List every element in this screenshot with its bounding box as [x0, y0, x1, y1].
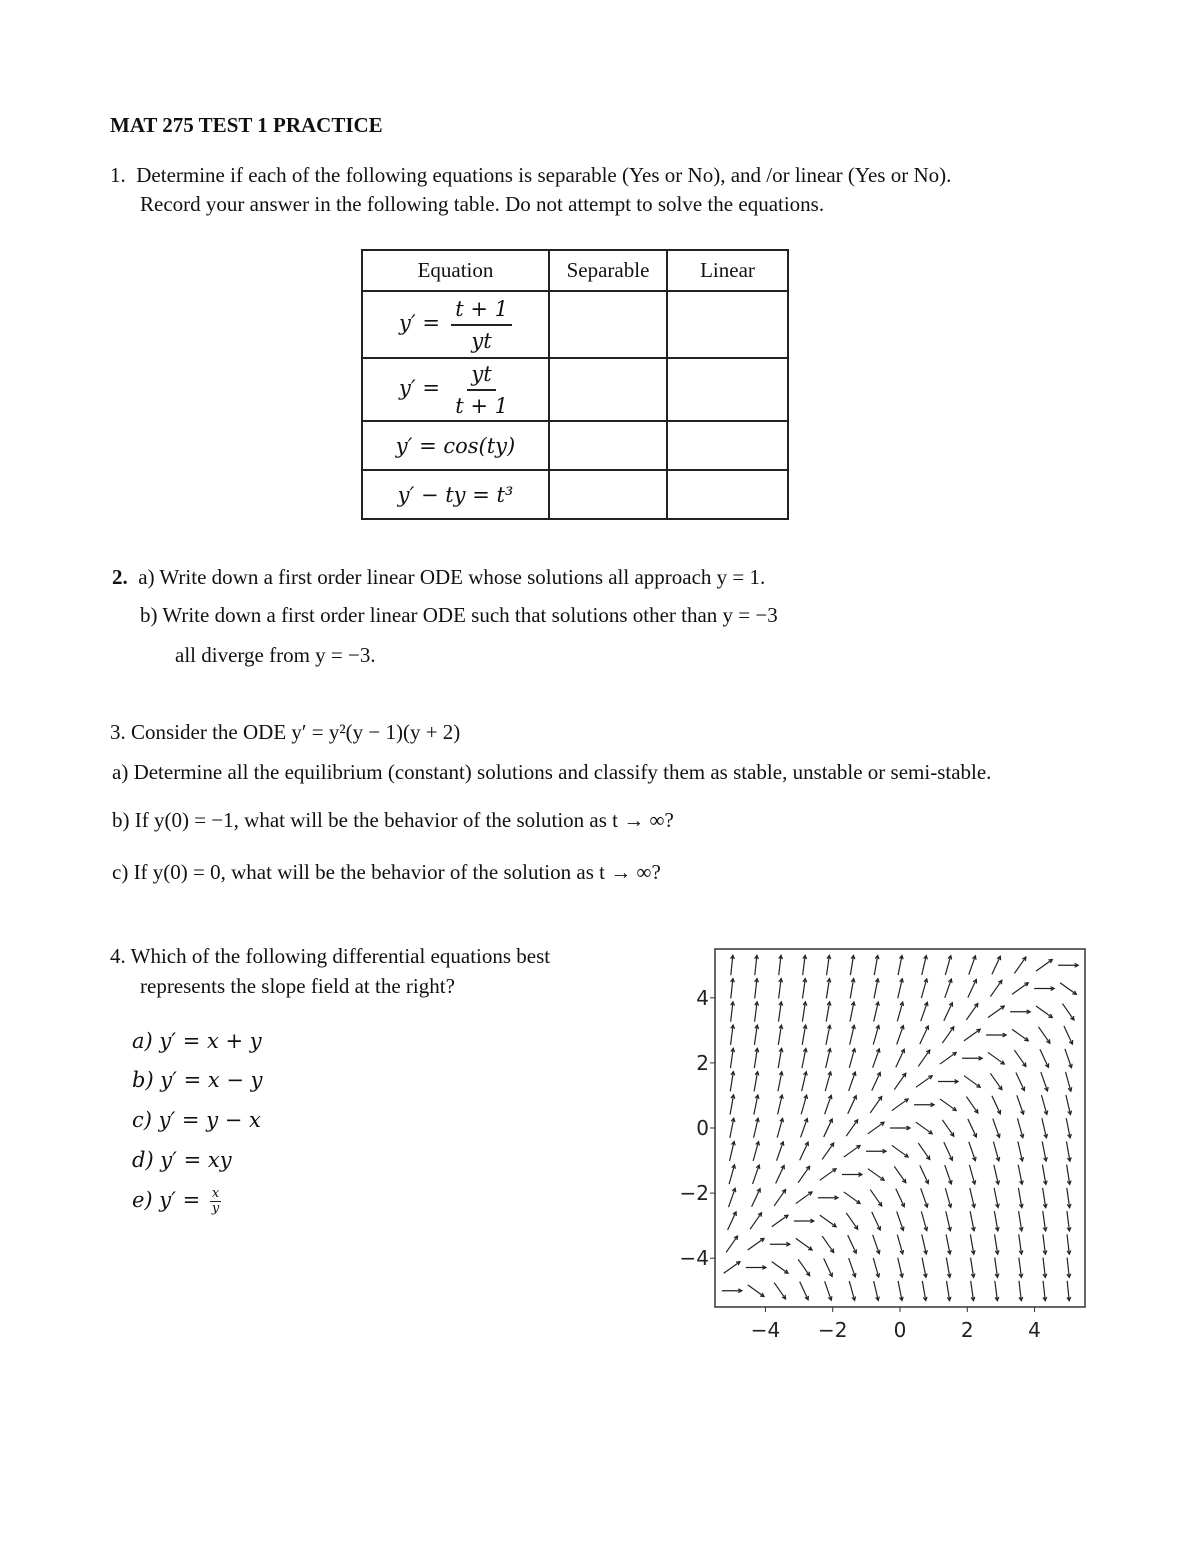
slope-arrow [846, 1213, 857, 1229]
slope-arrow [872, 1212, 881, 1230]
slope-arrow [777, 1142, 784, 1161]
slope-arrow [898, 1258, 904, 1277]
slope-arrow [778, 1095, 784, 1114]
slope-arrow [796, 1238, 812, 1250]
slope-arrow [994, 1165, 1000, 1184]
slope-arrow [1066, 1095, 1072, 1114]
slope-arrow [969, 1165, 975, 1184]
slope-arrow [726, 1236, 737, 1252]
slope-arrow [897, 1026, 904, 1045]
linear-answer-cell[interactable] [667, 421, 788, 470]
linear-answer-cell[interactable] [667, 470, 788, 519]
separable-answer-cell[interactable] [549, 291, 667, 358]
fraction-denominator: t + 1 [455, 393, 508, 418]
slope-arrow [894, 1166, 905, 1182]
slope-arrow [848, 1096, 857, 1114]
slope-arrow [968, 1119, 977, 1137]
slope-arrow [1065, 1049, 1072, 1068]
slope-arrow [938, 1080, 958, 1084]
slope-arrow [1041, 1095, 1047, 1114]
slope-arrow [873, 1049, 880, 1068]
equation-cell [362, 358, 549, 421]
slope-arrow [922, 956, 928, 975]
slope-arrow [1034, 987, 1054, 991]
slope-arrow [921, 979, 927, 998]
q4-prompt-line1: 4. Which of the following differential equations best [110, 944, 551, 968]
slope-arrow [754, 1072, 759, 1092]
slope-arrow [1058, 963, 1078, 967]
slope-arrow [945, 1188, 951, 1207]
slope-arrow [1042, 1165, 1047, 1185]
y-tick-label: −4 [679, 1246, 709, 1271]
slope-arrow [770, 1242, 790, 1246]
slope-arrow [849, 1049, 855, 1068]
slope-arrow [774, 1190, 785, 1206]
y-tick-label: −2 [679, 1181, 709, 1206]
slope-arrow [897, 1002, 903, 1021]
slope-arrow [945, 1165, 952, 1184]
slope-arrow [730, 1072, 734, 1092]
slope-arrow [822, 1143, 833, 1159]
slope-arrow [994, 1211, 999, 1231]
slope-arrow [969, 1142, 976, 1161]
slope-arrow [846, 1120, 857, 1136]
slope-arrow [850, 1002, 855, 1022]
choice-e-fraction [210, 1187, 221, 1216]
slope-arrow [892, 1145, 908, 1157]
slope-arrow [1019, 1281, 1023, 1301]
equation-cell [362, 291, 549, 358]
slope-arrow [772, 1262, 788, 1274]
slope-arrow [894, 1073, 905, 1089]
slope-arrow [730, 1095, 735, 1115]
slope-arrow [731, 955, 735, 975]
slope-arrow [722, 1289, 742, 1293]
q2-part-a [112, 565, 765, 590]
slope-arrow [1010, 1010, 1030, 1014]
slope-arrow [779, 955, 783, 975]
slope-arrow [848, 1235, 857, 1253]
equation-fraction [451, 361, 512, 419]
choice-c: c) y′ = y − x [132, 1108, 261, 1132]
table-row [362, 358, 788, 421]
slope-arrow [874, 979, 879, 999]
slope-arrow [947, 1281, 951, 1301]
choice-e-denominator: y [211, 1201, 220, 1216]
header-equation: Equation [362, 250, 549, 291]
slope-arrow [942, 1120, 953, 1136]
slope-arrow [731, 979, 735, 999]
slope-arrow [870, 1190, 881, 1206]
slope-arrow [1067, 1165, 1071, 1185]
slope-arrow [844, 1145, 860, 1157]
slope-arrow [754, 1095, 759, 1115]
slope-arrow [968, 979, 977, 997]
slope-arrow [897, 1235, 903, 1254]
slope-arrow [916, 1122, 932, 1134]
slope-arrow [800, 1282, 809, 1300]
choice-d: d) y′ = xy [132, 1148, 232, 1172]
fraction-numerator: yt [467, 361, 495, 391]
slope-arrow [988, 1052, 1004, 1064]
slope-arrow [946, 1258, 951, 1278]
slope-arrow [1036, 959, 1052, 971]
slope-arrows [722, 955, 1078, 1300]
slope-arrow [746, 1266, 766, 1270]
slope-arrow [918, 1050, 929, 1066]
slope-arrow [754, 1118, 760, 1137]
slope-arrow [898, 979, 904, 998]
slope-arrow [824, 1258, 833, 1276]
slope-arrow [970, 1234, 975, 1254]
slope-arrow [921, 1188, 928, 1207]
slope-arrow [822, 1236, 833, 1252]
equation-cell: y′ − ty = t³ [362, 470, 549, 519]
slope-arrow [897, 1212, 904, 1231]
slope-arrow [969, 956, 976, 975]
slope-arrow [844, 1192, 860, 1204]
slope-arrow [849, 1258, 856, 1277]
slope-arrow [731, 1002, 735, 1022]
slope-arrow [986, 1033, 1006, 1037]
q2-number: 2. [112, 565, 128, 589]
classification-table [361, 249, 789, 520]
slope-arrow [892, 1099, 908, 1111]
slope-arrow [898, 1281, 903, 1301]
slope-arrow [993, 1119, 1000, 1138]
slope-arrow [990, 980, 1001, 996]
slope-arrow [825, 1095, 832, 1114]
q4-prompt-line2: represents the slope field at the right? [140, 974, 455, 998]
slope-arrow [1016, 1072, 1025, 1090]
slope-arrow [798, 1166, 809, 1182]
slope-arrow [801, 1119, 808, 1138]
equation-cell: y′ = cos(ty) [362, 421, 549, 470]
slope-arrow [1019, 1258, 1023, 1278]
slope-arrow [774, 1283, 785, 1299]
slope-arrow [988, 1006, 1004, 1018]
slope-arrow [995, 1234, 999, 1254]
slope-arrow [777, 1118, 783, 1137]
slope-arrow [755, 955, 759, 975]
slope-arrow [730, 1142, 736, 1161]
slope-arrow [964, 1029, 980, 1041]
slope-arrow [778, 1002, 782, 1022]
slope-arrow [870, 1097, 881, 1113]
q2-part-b: b) Write down a first order linear ODE such that solutions other than y = −3 [140, 603, 778, 627]
slope-arrow [748, 1238, 764, 1250]
slope-arrow [826, 1002, 831, 1022]
slope-arrow [820, 1215, 836, 1227]
q3-part-a: a) Determine all the equilibrium (constant) solutions and classify them as stable, unstable or semi-stable. [112, 760, 992, 784]
slope-arrow [916, 1076, 932, 1088]
x-tick-label: 0 [893, 1318, 907, 1342]
q1-prompt-line1 [110, 163, 951, 188]
slope-arrow [940, 1052, 956, 1064]
slope-arrow [728, 1212, 737, 1230]
slope-arrow [1040, 1049, 1049, 1067]
slope-arrow [922, 1234, 928, 1253]
fraction-numerator: t + 1 [451, 296, 512, 326]
slope-arrow [1067, 1188, 1071, 1208]
slope-arrow [890, 1126, 910, 1130]
slope-arrow [1067, 1211, 1071, 1231]
y-tick-label: 4 [696, 985, 709, 1010]
slope-arrow [730, 1118, 735, 1138]
slope-arrow [921, 1002, 928, 1021]
slope-arrow [868, 1169, 884, 1181]
y-tick-label: 0 [696, 1116, 709, 1140]
slope-arrow [1014, 957, 1025, 973]
slope-arrow [750, 1213, 761, 1229]
slope-arrow [753, 1165, 760, 1184]
x-tick-label: 2 [960, 1318, 974, 1342]
slope-arrow [776, 1165, 785, 1183]
slope-arrow [1018, 1142, 1024, 1161]
x-tick-label: 4 [1028, 1318, 1041, 1342]
slope-arrow [803, 955, 807, 975]
separable-answer-cell[interactable] [549, 358, 667, 421]
slope-arrow [868, 1122, 884, 1134]
slope-arrow [850, 979, 855, 999]
slope-arrow [1043, 1281, 1047, 1301]
slope-arrow [970, 1211, 975, 1231]
slope-arrow [753, 1142, 759, 1161]
table-row [362, 421, 788, 470]
choice-e-numerator: x [211, 1186, 220, 1201]
q2-part-b-continued: all diverge from y = −3. [175, 643, 376, 667]
slope-arrow [994, 1188, 999, 1208]
slope-arrow [1017, 1118, 1023, 1137]
separable-answer-cell[interactable] [549, 421, 667, 470]
slope-arrow [1067, 1258, 1071, 1278]
slope-arrow [752, 1189, 761, 1207]
slope-arrow [1060, 983, 1076, 995]
slope-arrow [849, 1072, 856, 1091]
slope-arrow [966, 1097, 977, 1113]
slope-arrow [731, 1025, 735, 1045]
slope-arrow [898, 955, 903, 975]
slope-arrow [874, 1002, 880, 1021]
slope-arrow [730, 1048, 734, 1068]
slope-arrow [1067, 1281, 1071, 1301]
slope-arrow [944, 1003, 953, 1021]
y-tick-label: 2 [696, 1050, 709, 1075]
slope-arrow [971, 1258, 975, 1278]
slope-arrow [918, 1143, 929, 1159]
slope-arrow [940, 1099, 956, 1111]
choice-a: a) y′ = x + y [132, 1029, 262, 1053]
slope-arrow [1065, 1072, 1071, 1091]
slope-arrow [825, 1072, 831, 1091]
header-linear: Linear [667, 250, 788, 291]
q1-text: Determine if each of the following equations is separable (Yes or No), and /or linear (Yes or No). [136, 163, 952, 187]
header-separable: Separable [549, 250, 667, 291]
slope-arrow [1043, 1211, 1047, 1231]
slope-arrow [794, 1219, 814, 1223]
slope-arrow [945, 979, 952, 998]
slope-arrow [798, 1259, 809, 1275]
slope-arrow [946, 1211, 952, 1230]
slope-arrow [1038, 1027, 1049, 1043]
slope-arrow [966, 1004, 977, 1020]
slope-arrow [849, 1281, 855, 1300]
q1-prompt-line2: Record your answer in the following table. Do not attempt to solve the equations. [140, 192, 825, 216]
table-header-row [362, 250, 788, 291]
slope-arrow [993, 1142, 999, 1161]
slope-arrow [724, 1262, 740, 1274]
slope-arrow [1014, 1050, 1025, 1066]
slope-arrow [1042, 1118, 1048, 1137]
slope-arrow [1036, 1006, 1052, 1018]
slope-arrow [872, 1072, 881, 1090]
slope-arrow [820, 1169, 836, 1181]
slope-arrow [818, 1196, 838, 1200]
q3-part-c: c) If y(0) = 0, what will be the behavior of the solution as t → ∞? [112, 860, 661, 884]
slope-arrow [754, 1025, 758, 1045]
slope-arrow [896, 1189, 905, 1207]
slope-arrow [1017, 1095, 1024, 1114]
slope-field-chart [660, 940, 1100, 1350]
slope-arrow [914, 1103, 934, 1107]
y-axis-ticks [680, 986, 715, 1270]
equation-fraction [451, 296, 512, 354]
slope-arrow [920, 1026, 929, 1044]
x-axis-ticks [751, 1307, 1041, 1342]
q2-a-text: a) Write down a first order linear ODE whose solutions all approach y = 1. [138, 565, 766, 589]
slope-arrow [995, 1281, 999, 1301]
slope-arrow [962, 1056, 982, 1060]
page-title: MAT 275 TEST 1 PRACTICE [110, 113, 383, 137]
x-tick-label: −4 [750, 1318, 781, 1342]
slope-arrow [896, 1049, 905, 1067]
slope-arrow [1019, 1211, 1023, 1231]
slope-arrow [971, 1281, 975, 1301]
slope-arrow [873, 1235, 880, 1254]
slope-arrow [796, 1192, 812, 1204]
slope-arrow [778, 1072, 783, 1092]
slope-arrow [802, 1025, 807, 1045]
slope-arrow [802, 1072, 808, 1091]
slope-arrow [1067, 1234, 1071, 1254]
slope-arrow [826, 979, 830, 999]
slope-arrow [964, 1076, 980, 1088]
slope-arrow [992, 1096, 1001, 1114]
slope-arrow [754, 1048, 758, 1068]
slope-arrow [874, 1281, 880, 1300]
choice-e [132, 1187, 221, 1216]
slope-arrow [1019, 1234, 1023, 1254]
slope-arrow [842, 1173, 862, 1177]
equation-lhs: y′ = [399, 310, 440, 335]
slope-arrow [1066, 1141, 1071, 1161]
linear-answer-cell[interactable] [667, 291, 788, 358]
q3-part-b: b) If y(0) = −1, what will be the behavior of the solution as t → ∞? [112, 808, 674, 832]
separable-answer-cell[interactable] [549, 470, 667, 519]
slope-arrow [772, 1215, 788, 1227]
slope-arrow [729, 1188, 736, 1207]
slope-arrow [920, 1165, 929, 1183]
choice-e-prefix: e) y′ = [132, 1188, 201, 1212]
slope-arrow [946, 1234, 951, 1254]
slope-arrow [1043, 1234, 1047, 1254]
slope-arrow [802, 1002, 806, 1022]
slope-arrow [995, 1258, 999, 1278]
slope-arrow [748, 1285, 764, 1297]
slope-arrow [945, 956, 951, 975]
slope-arrow [778, 1048, 783, 1068]
slope-arrow [990, 1073, 1001, 1089]
slope-arrow [826, 1025, 831, 1045]
slope-arrow [825, 1281, 832, 1300]
slope-arrow [801, 1095, 807, 1114]
slope-arrow [942, 1027, 953, 1043]
slope-arrow [1012, 1029, 1028, 1041]
slope-arrow [873, 1025, 879, 1044]
fraction-denominator: yt [471, 328, 492, 353]
x-tick-label: −2 [817, 1318, 848, 1342]
slope-arrow [850, 1025, 856, 1044]
slope-arrow [873, 1258, 879, 1277]
slope-arrow [970, 1188, 976, 1207]
slope-arrow [866, 1149, 886, 1153]
slope-arrow [803, 979, 807, 999]
slope-arrow [1043, 1188, 1047, 1208]
slope-arrow [778, 1025, 782, 1045]
choice-b: b) y′ = x − y [132, 1068, 263, 1092]
slope-arrow [1066, 1118, 1071, 1138]
linear-answer-cell[interactable] [667, 358, 788, 421]
slope-arrow [755, 1002, 759, 1022]
slope-arrow [850, 955, 854, 975]
slope-arrow [827, 955, 831, 975]
table-row [362, 291, 788, 358]
slope-arrow [922, 1258, 927, 1278]
slope-arrow [800, 1142, 809, 1160]
slope-arrow [824, 1119, 833, 1137]
slope-arrow [1018, 1165, 1023, 1185]
slope-arrow [1041, 1072, 1048, 1091]
slope-arrow [921, 1211, 927, 1230]
slope-arrow [802, 1048, 807, 1068]
q1-number: 1. [110, 163, 126, 187]
slope-arrow [729, 1165, 735, 1184]
slope-arrow [1042, 1141, 1047, 1161]
slope-arrow [826, 1049, 832, 1068]
slope-arrow [1043, 1258, 1047, 1278]
slope-arrow [1064, 1026, 1073, 1044]
table-row [362, 470, 788, 519]
slope-arrow [922, 1281, 927, 1301]
slope-arrow [992, 956, 1001, 974]
q3-prompt: 3. Consider the ODE y′ = y²(y − 1)(y + 2) [110, 720, 461, 744]
slope-arrow [944, 1142, 953, 1160]
slope-arrow [779, 979, 783, 999]
slope-arrow [755, 979, 759, 999]
equation-lhs: y′ = [399, 375, 440, 400]
slope-arrow [1012, 983, 1028, 995]
slope-arrow [1062, 1004, 1073, 1020]
slope-arrow [874, 955, 879, 975]
slope-arrow [1018, 1188, 1023, 1208]
